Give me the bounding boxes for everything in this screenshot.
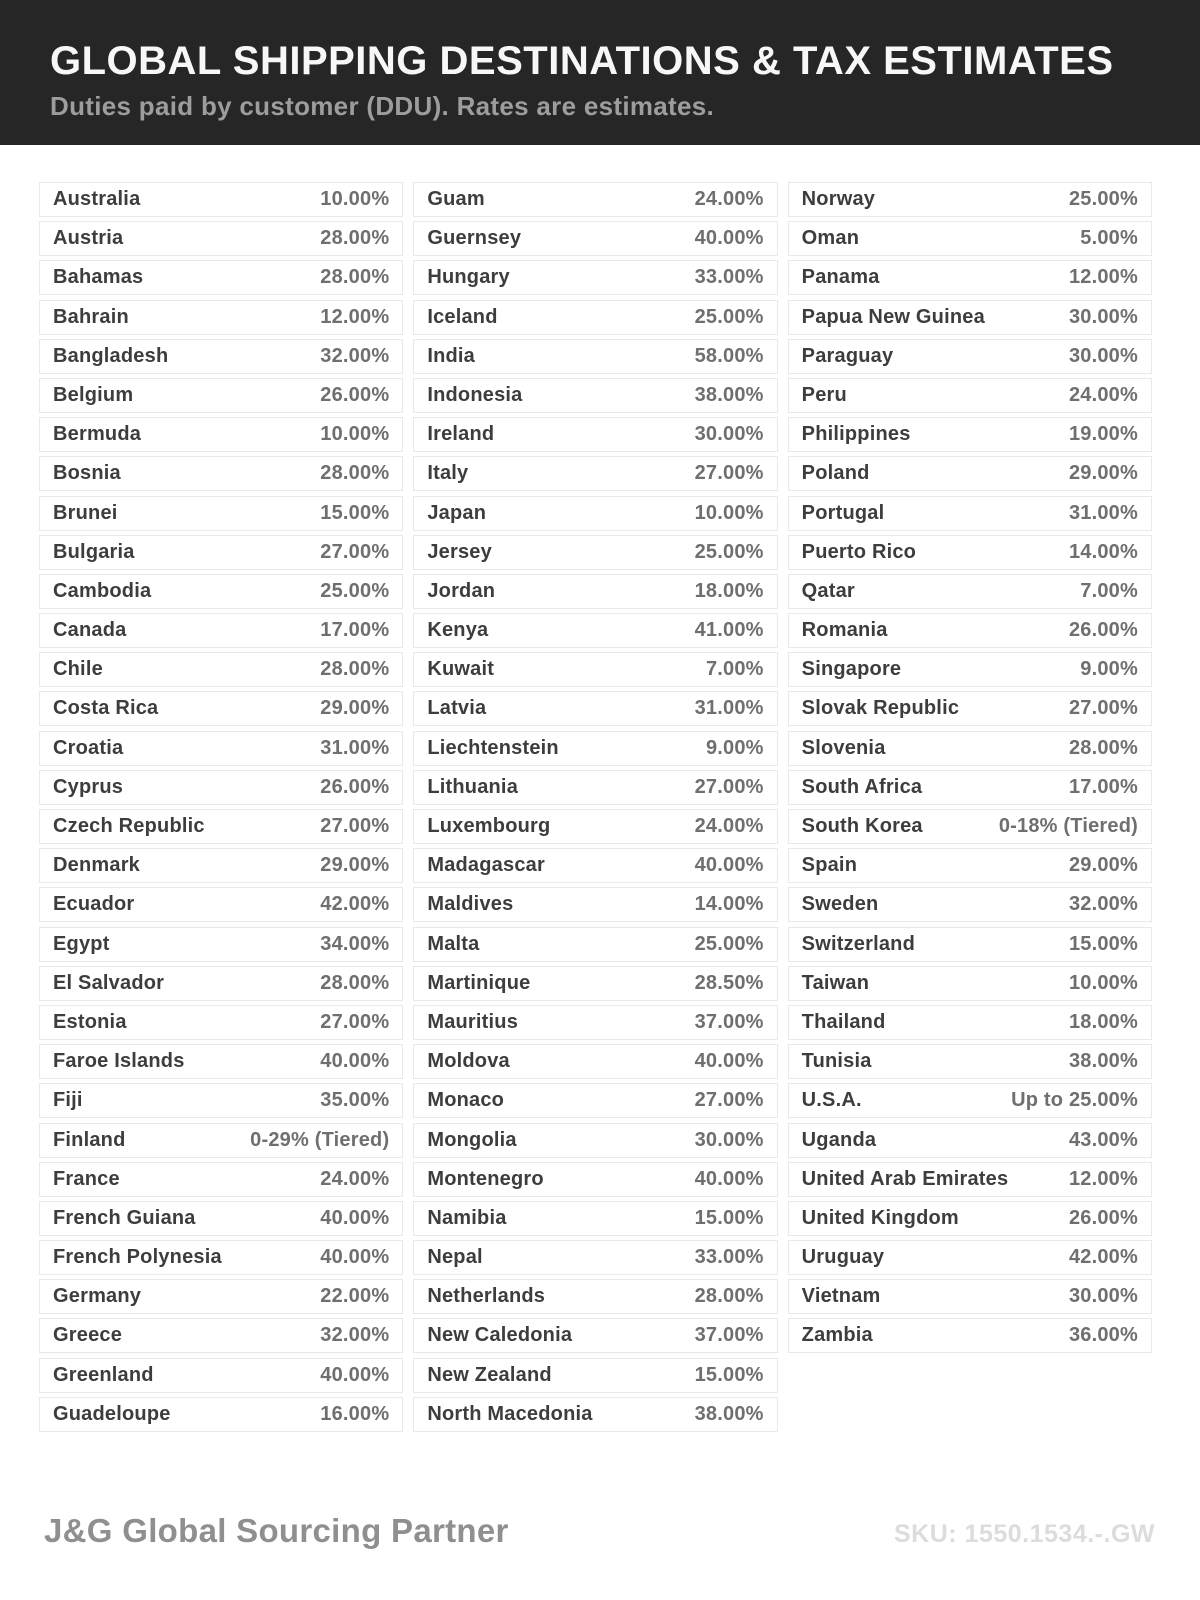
country-name: Bulgaria [53, 540, 135, 563]
table-row [788, 574, 1152, 609]
table-row [788, 535, 1152, 570]
tax-rate: 30.00% [694, 1128, 764, 1151]
rates-column-3 [788, 182, 1152, 1353]
tax-rate: 32.00% [1068, 893, 1138, 916]
table-row [39, 770, 403, 805]
country-name: Cambodia [53, 579, 152, 602]
tax-rate: 30.00% [1068, 1285, 1138, 1308]
country-name: Greenland [53, 1363, 154, 1386]
country-name: Portugal [801, 501, 885, 524]
country-name: Ireland [427, 423, 495, 446]
country-name: Poland [801, 462, 870, 485]
tax-rate: 24.00% [694, 815, 764, 837]
tax-rate: 25.00% [694, 540, 764, 563]
table-row [788, 770, 1152, 805]
country-name: Oman [801, 227, 860, 250]
country-name: French Guiana [53, 1206, 196, 1229]
tax-rate: 40.00% [694, 1167, 764, 1190]
country-name: Madagascar [427, 854, 545, 877]
table-row [413, 378, 777, 413]
country-name: New Zealand [427, 1363, 552, 1386]
country-name: Taiwan [801, 971, 870, 994]
country-name: Costa Rica [53, 697, 159, 720]
tax-rate: 25.00% [694, 305, 764, 328]
table-row [788, 1123, 1152, 1158]
country-name: Latvia [427, 697, 487, 720]
tax-rate: 28.00% [320, 266, 390, 289]
table-row [413, 417, 777, 452]
country-name: Hungary [427, 266, 510, 289]
table-row [413, 1397, 777, 1432]
tax-rate: 26.00% [1068, 1206, 1138, 1229]
tax-rate: 15.00% [1068, 932, 1138, 955]
table-row [788, 613, 1152, 648]
table-row [39, 927, 403, 962]
tax-rate: 0-18% (Tiered) [998, 815, 1138, 837]
tax-rate: 15.00% [320, 501, 390, 524]
country-name: Ecuador [53, 893, 135, 916]
country-name: Moldova [427, 1050, 510, 1073]
tax-rate: 40.00% [694, 227, 764, 250]
tax-rate: 40.00% [320, 1206, 390, 1229]
table-row [788, 1318, 1152, 1353]
table-row [39, 848, 403, 883]
country-name: Jordan [427, 579, 496, 602]
country-name: Indonesia [427, 383, 523, 406]
tax-rate: 0-29% (Tiered) [250, 1128, 390, 1151]
table-row [413, 770, 777, 805]
tax-rate: 28.00% [320, 462, 390, 485]
table-row [413, 1201, 777, 1236]
country-name: Iceland [427, 305, 498, 328]
tax-rate: 43.00% [1068, 1128, 1138, 1151]
tax-rate: 22.00% [320, 1285, 390, 1308]
table-row [788, 809, 1152, 844]
table-row [788, 652, 1152, 687]
tax-rate: 37.00% [694, 1324, 764, 1347]
tax-rate: Up to 25.00% [1011, 1089, 1138, 1112]
page-subtitle: Duties paid by customer (DDU). Rates are estimates. [50, 91, 715, 121]
tax-rate: 17.00% [320, 619, 390, 642]
tax-rate: 28.00% [1068, 736, 1138, 759]
country-name: Uganda [801, 1128, 877, 1151]
table-row [39, 535, 403, 570]
table-row [788, 182, 1152, 217]
tax-rate: 26.00% [320, 775, 390, 798]
country-name: U.S.A. [801, 1089, 862, 1112]
country-name: Papua New Guinea [801, 305, 985, 328]
table-row [413, 1279, 777, 1314]
tax-rate: 28.00% [320, 227, 390, 250]
country-name: Singapore [801, 658, 902, 681]
tax-rate: 34.00% [320, 932, 390, 955]
country-name: Switzerland [801, 932, 915, 955]
country-name: United Arab Emirates [801, 1167, 1009, 1190]
table-row [39, 809, 403, 844]
table-row [39, 1318, 403, 1353]
country-name: Zambia [801, 1324, 873, 1347]
tax-rate: 10.00% [1068, 971, 1138, 994]
country-name: France [53, 1167, 120, 1190]
country-name: Guadeloupe [53, 1402, 171, 1425]
table-row [413, 260, 777, 295]
table-row [39, 496, 403, 531]
tax-rate: 40.00% [320, 1246, 390, 1269]
country-name: North Macedonia [427, 1402, 593, 1425]
tax-rate: 14.00% [694, 893, 764, 916]
table-row [39, 182, 403, 217]
country-name: Martinique [427, 971, 531, 994]
tax-rate: 31.00% [694, 697, 764, 720]
country-name: Bosnia [53, 462, 121, 485]
tax-rate: 29.00% [1068, 462, 1138, 485]
table-row [788, 1005, 1152, 1040]
country-name: Denmark [53, 854, 140, 877]
country-name: Germany [53, 1285, 142, 1308]
country-name: Faroe Islands [53, 1050, 185, 1073]
country-name: Romania [801, 619, 888, 642]
table-row [39, 1240, 403, 1275]
country-name: Monaco [427, 1089, 505, 1112]
rates-column-1 [39, 182, 403, 1432]
country-name: Mongolia [427, 1128, 517, 1151]
country-name: Egypt [53, 932, 110, 955]
table-row [413, 1123, 777, 1158]
tax-rate: 9.00% [1080, 658, 1138, 681]
tax-rate: 24.00% [1068, 383, 1138, 406]
header [0, 0, 1200, 145]
country-name: Italy [427, 462, 469, 485]
tax-rate: 14.00% [1068, 540, 1138, 563]
table-row [788, 966, 1152, 1001]
tax-rate: 5.00% [1080, 227, 1138, 250]
table-row [788, 300, 1152, 335]
tax-rate: 37.00% [694, 1010, 764, 1033]
sku-text: SKU: 1550.1534.-.GW [894, 1520, 1155, 1548]
tax-rate: 28.00% [320, 971, 390, 994]
tax-rate: 12.00% [1068, 266, 1138, 289]
table-row [788, 417, 1152, 452]
tax-rate: 27.00% [320, 1010, 390, 1033]
country-name: Montenegro [427, 1167, 544, 1190]
country-name: Guernsey [427, 227, 522, 250]
table-row [413, 691, 777, 726]
table-row [788, 1162, 1152, 1197]
country-name: Sweden [801, 893, 879, 916]
country-name: Belgium [53, 383, 134, 406]
table-row [413, 456, 777, 491]
country-name: Namibia [427, 1206, 507, 1229]
table-row [413, 1044, 777, 1079]
table-row [413, 887, 777, 922]
country-name: Vietnam [801, 1285, 881, 1308]
tax-rate: 40.00% [320, 1050, 390, 1073]
country-name: Cyprus [53, 775, 124, 798]
tax-rate: 38.00% [1068, 1050, 1138, 1073]
table-row [413, 1005, 777, 1040]
page-title: GLOBAL SHIPPING DESTINATIONS & TAX ESTIMATES [50, 39, 1114, 83]
tax-rate: 30.00% [694, 423, 764, 446]
tax-rate: 41.00% [694, 619, 764, 642]
table-row [39, 1201, 403, 1236]
tax-rate: 40.00% [694, 1050, 764, 1073]
table-row [39, 378, 403, 413]
table-row [39, 652, 403, 687]
table-row [413, 182, 777, 217]
tax-rate: 42.00% [1068, 1246, 1138, 1269]
tax-rate: 29.00% [320, 697, 390, 720]
country-name: New Caledonia [427, 1324, 573, 1347]
tax-rate: 33.00% [694, 266, 764, 289]
tax-rate: 25.00% [1068, 188, 1138, 210]
country-name: Tunisia [801, 1050, 872, 1073]
table-row [39, 574, 403, 609]
country-name: Kuwait [427, 658, 495, 681]
country-name: Panama [801, 266, 880, 289]
table-row [39, 417, 403, 452]
table-row [413, 927, 777, 962]
tax-rate: 28.00% [694, 1285, 764, 1308]
country-name: French Polynesia [53, 1246, 222, 1269]
country-name: Australia [53, 188, 141, 210]
country-name: Nepal [427, 1246, 483, 1269]
table-row [39, 1044, 403, 1079]
country-name: Liechtenstein [427, 736, 559, 759]
table-row [39, 1005, 403, 1040]
country-name: Bangladesh [53, 344, 169, 367]
table-row [39, 613, 403, 648]
tax-rate: 18.00% [1068, 1010, 1138, 1033]
tax-rate: 36.00% [1068, 1324, 1138, 1347]
table-row [39, 260, 403, 295]
table-row [39, 887, 403, 922]
tax-rate: 7.00% [1080, 579, 1138, 602]
tax-rate: 40.00% [694, 854, 764, 877]
country-name: Japan [427, 501, 487, 524]
tax-rate: 28.50% [694, 971, 764, 994]
table-row [39, 1279, 403, 1314]
country-name: El Salvador [53, 971, 165, 994]
tax-rate: 7.00% [705, 658, 764, 681]
tax-rate: 30.00% [1068, 344, 1138, 367]
table-row [788, 496, 1152, 531]
table-row [788, 927, 1152, 962]
tax-rate: 16.00% [320, 1402, 390, 1425]
country-name: Canada [53, 619, 127, 642]
country-name: Puerto Rico [801, 540, 917, 563]
table-row [413, 1083, 777, 1118]
table-row [39, 1358, 403, 1393]
table-row [39, 300, 403, 335]
table-row [39, 966, 403, 1001]
tax-rate: 26.00% [320, 383, 390, 406]
tax-rate: 31.00% [320, 736, 390, 759]
tax-rate: 29.00% [1068, 854, 1138, 877]
table-row [788, 221, 1152, 256]
country-name: Philippines [801, 423, 911, 446]
country-name: Paraguay [801, 344, 894, 367]
country-name: Uruguay [801, 1246, 885, 1269]
country-name: Norway [801, 188, 876, 210]
footer [44, 1512, 1155, 1550]
table-row [413, 613, 777, 648]
country-name: Bahamas [53, 266, 144, 289]
tax-rate: 10.00% [694, 501, 764, 524]
table-row [39, 1123, 403, 1158]
table-row [413, 809, 777, 844]
tax-rate: 27.00% [320, 540, 390, 563]
table-row [413, 1358, 777, 1393]
table-row [788, 887, 1152, 922]
tax-rate: 24.00% [694, 188, 764, 210]
tax-rate: 18.00% [694, 579, 764, 602]
country-name: Fiji [53, 1089, 83, 1112]
tax-rate: 38.00% [694, 1402, 764, 1425]
tax-rate: 33.00% [694, 1246, 764, 1269]
tax-rate: 42.00% [320, 893, 390, 916]
table-row [413, 966, 777, 1001]
tax-rate: 17.00% [1068, 775, 1138, 798]
country-name: Chile [53, 658, 103, 681]
table-row [788, 691, 1152, 726]
tax-rate: 29.00% [320, 854, 390, 877]
table-row [39, 339, 403, 374]
tax-rate: 58.00% [694, 344, 764, 367]
country-name: Lithuania [427, 775, 519, 798]
table-row [413, 1240, 777, 1275]
tax-rate: 27.00% [1068, 697, 1138, 720]
country-name: South Korea [801, 815, 923, 837]
table-row [788, 1240, 1152, 1275]
country-name: Austria [53, 227, 124, 250]
tax-rate: 25.00% [320, 579, 390, 602]
table-row [413, 652, 777, 687]
country-name: South Africa [801, 775, 923, 798]
tax-rate: 24.00% [320, 1167, 390, 1190]
tax-rate: 19.00% [1068, 423, 1138, 446]
table-row [788, 848, 1152, 883]
country-name: Thailand [801, 1010, 886, 1033]
table-row [39, 1083, 403, 1118]
country-name: United Kingdom [801, 1206, 959, 1229]
tax-rate: 10.00% [320, 188, 390, 210]
country-name: Estonia [53, 1010, 127, 1033]
country-name: Finland [53, 1128, 126, 1151]
country-name: Netherlands [427, 1285, 546, 1308]
rates-table [39, 182, 1152, 1432]
tax-rate: 27.00% [320, 815, 390, 837]
table-row [39, 221, 403, 256]
table-row [39, 691, 403, 726]
country-name: Mauritius [427, 1010, 519, 1033]
table-row [788, 1279, 1152, 1314]
table-row [413, 339, 777, 374]
table-row [413, 1162, 777, 1197]
table-row [413, 574, 777, 609]
table-row [788, 260, 1152, 295]
table-row [788, 1044, 1152, 1079]
country-name: Slovenia [801, 736, 886, 759]
country-name: Brunei [53, 501, 118, 524]
country-name: Maldives [427, 893, 514, 916]
country-name: Luxembourg [427, 815, 551, 837]
tax-rate: 15.00% [694, 1363, 764, 1386]
country-name: Jersey [427, 540, 492, 563]
country-name: Spain [801, 854, 858, 877]
table-row [39, 456, 403, 491]
country-name: Bahrain [53, 305, 129, 328]
table-row [413, 731, 777, 766]
tax-rate: 12.00% [1068, 1167, 1138, 1190]
table-row [413, 1318, 777, 1353]
tax-rate: 27.00% [694, 462, 764, 485]
tax-rate: 25.00% [694, 932, 764, 955]
tax-rate: 32.00% [320, 1324, 390, 1347]
table-row [788, 456, 1152, 491]
tax-rate: 31.00% [1068, 501, 1138, 524]
country-name: Croatia [53, 736, 124, 759]
country-name: Bermuda [53, 423, 142, 446]
tax-rate: 38.00% [694, 383, 764, 406]
country-name: Qatar [801, 579, 855, 602]
country-name: Slovak Republic [801, 697, 960, 720]
country-name: India [427, 344, 475, 367]
tax-rate: 12.00% [320, 305, 390, 328]
country-name: Malta [427, 932, 480, 955]
table-row [413, 848, 777, 883]
tax-rate: 10.00% [320, 423, 390, 446]
table-row [39, 1162, 403, 1197]
table-row [413, 535, 777, 570]
table-row [788, 1201, 1152, 1236]
tax-rate: 26.00% [1068, 619, 1138, 642]
tax-rate: 40.00% [320, 1363, 390, 1386]
table-row [413, 300, 777, 335]
country-name: Greece [53, 1324, 123, 1347]
tax-rate: 9.00% [705, 736, 764, 759]
table-row [413, 221, 777, 256]
tax-rate: 32.00% [320, 344, 390, 367]
table-row [788, 339, 1152, 374]
country-name: Kenya [427, 619, 489, 642]
tax-rate: 27.00% [694, 1089, 764, 1112]
table-row [788, 378, 1152, 413]
tax-rate: 28.00% [320, 658, 390, 681]
country-name: Guam [427, 188, 485, 210]
rates-column-2 [413, 182, 777, 1432]
brand-text: J&G Global Sourcing Partner [44, 1512, 509, 1549]
tax-rate: 35.00% [320, 1089, 390, 1112]
table-row [413, 496, 777, 531]
tax-rate: 15.00% [694, 1206, 764, 1229]
country-name: Peru [801, 383, 847, 406]
table-row [39, 731, 403, 766]
table-row [788, 731, 1152, 766]
tax-rate: 30.00% [1068, 305, 1138, 328]
country-name: Czech Republic [53, 815, 205, 837]
tax-rate: 27.00% [694, 775, 764, 798]
table-row [788, 1083, 1152, 1118]
table-row [39, 1397, 403, 1432]
